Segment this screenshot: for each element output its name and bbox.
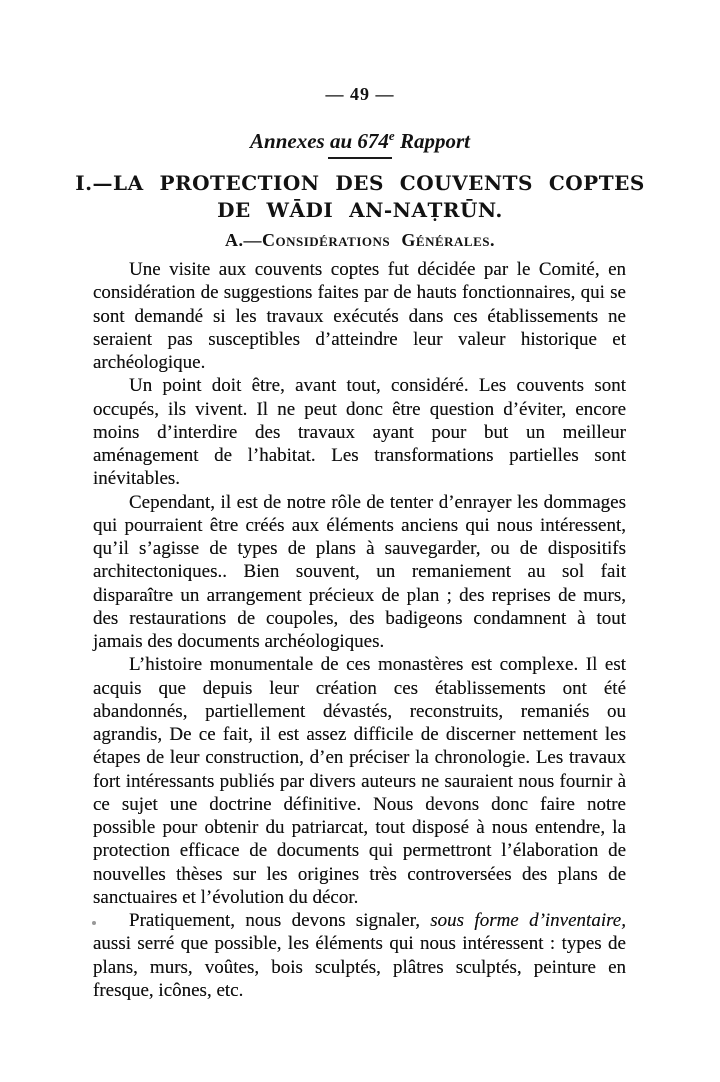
paragraph-5-lead: Pratiquement, nous devons signaler, [129,910,431,931]
annex-title-text: Annexes au 674 [250,129,389,153]
paragraph-2: Un point doit être, avant tout, considéré. Les couvents sont occupés, ils vivent. Il ne peut donc être question d’éviter, encore moins d’interdire des travaux ayant pour but un meilleur aménagement de l’habitat. Les transformations partielles sont inévitables. [93,375,626,490]
section-title-line1: I.—LA PROTECTION DES COUVENTS COPTES [75,171,645,195]
paragraph-4: L’histoire monumentale de ces monastères est complexe. Il est acquis que depuis leur création ces établissements ont été abandonnés, partiellement dévastés, reconstruits, remaniés ou agrandis, De ce fait, il est assez difficile de discerner nettement les étapes de leur construction, d’en préciser la chronologie. Les travaux fort intéressants publiés par divers auteurs ne sauraient nous fournir à ce sujet une doctrine définitive. Nous devons donc faire notre possible pour obtenir du patriarcat, tout disposé à nous entendre, la protection efficace de documents qui permettront l’élaboration de nouvelles thèses sur les origines très controversées des plans de sanctuaires et l’évolution du décor. [93,654,626,908]
body-text [93,258,626,1002]
scan-speck-artifact [92,921,96,925]
annex-ordinal-superscript: e [388,128,395,143]
paragraph-3: Cependant, il est de notre rôle de tenter d’enrayer les dommages qui pourraient être créés aux éléments anciens qui nous intéressent, qu’il s’agisse de types de plans à sauvegarder, ou de dispositifs architectoniques.. Bien souvent, un remaniement au sol fait disparaître un arrangement précieux de plan ; des reprises de murs, des restaurations de coupoles, des badigeons condamnent à tout jamais des documents archéologiques. [93,491,626,652]
paragraph-5 [93,909,626,1002]
paragraph-1: Une visite aux couvents coptes fut décidée par le Comité, en considération de suggestions faites par de hauts fonctionnaires, qui se sont demandé si les travaux exécutés dans ces établissements ne seraient pas susceptibles d’atteindre leur valeur historique et archéologique. [93,259,626,373]
paragraph-5-tail: aussi serré que possible, les éléments qui nous intéressent : types de plans, murs, voûtes, bois sculptés, plâtres sculptés, peinture en fresque, icônes, etc. [93,933,626,1001]
paragraph-5-italic-phrase: sous forme d’inventaire, [430,910,626,931]
section-title [0,170,720,224]
annex-title [0,128,720,154]
annex-title-suffix: Rapport [394,129,470,153]
title-rule-divider [328,157,392,159]
section-title-line2: DE WĀDI AN-NAṬRŪN. [217,198,503,222]
subsection-title: A.—Considérations Générales. [225,230,495,250]
page-number: — 49 — [325,84,395,104]
